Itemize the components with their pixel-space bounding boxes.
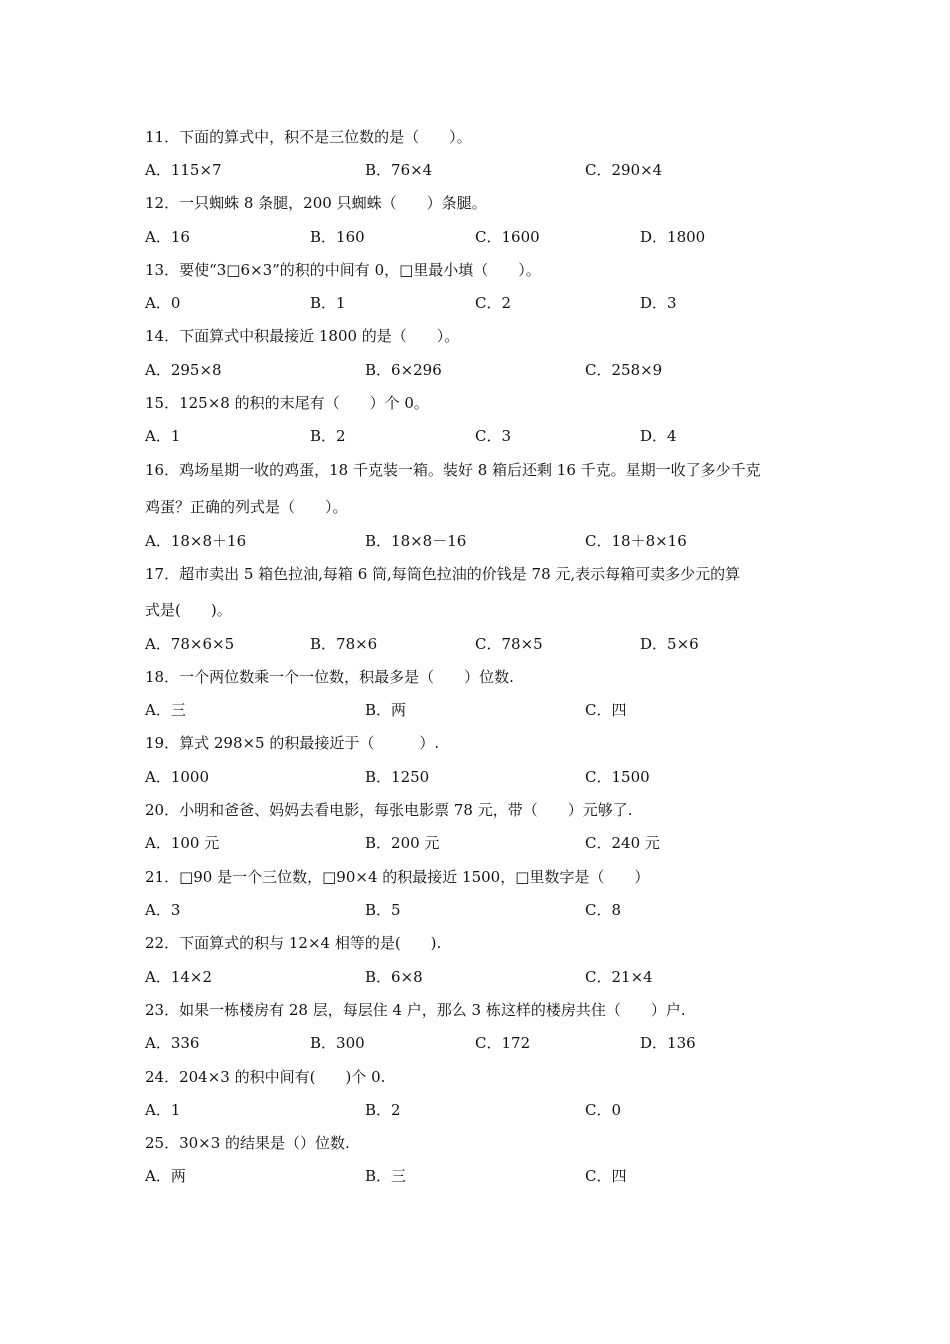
option-a: A．三 bbox=[145, 701, 186, 719]
question-18-stem: 18．一个两位数乘一个一位数，积最多是（ ）位数. bbox=[145, 668, 514, 686]
option-a: A．295×8 bbox=[145, 361, 222, 379]
option-a: A．两 bbox=[145, 1167, 186, 1185]
option-a: A．3 bbox=[145, 901, 181, 919]
question-16-options bbox=[145, 531, 845, 551]
option-c: C．18＋8×16 bbox=[585, 532, 687, 550]
option-b: B．300 bbox=[310, 1034, 365, 1052]
option-b: B．5 bbox=[365, 901, 401, 919]
option-b: B．6×296 bbox=[365, 361, 442, 379]
option-b: B．1 bbox=[310, 294, 346, 312]
question-16-stem: 16．鸡场星期一收的鸡蛋，18 千克装一箱。装好 8 箱后还剩 16 千克。星期一收了多少千克 bbox=[145, 461, 761, 479]
option-b: B．2 bbox=[310, 427, 346, 445]
question-18-options bbox=[145, 700, 845, 720]
option-b: B．2 bbox=[365, 1101, 401, 1119]
question-25-options bbox=[145, 1166, 845, 1186]
question-22-stem: 22．下面算式的积与 12×4 相等的是( ). bbox=[145, 934, 442, 952]
option-a: A．1 bbox=[145, 1101, 181, 1119]
question-19-stem: 19．算式 298×5 的积最接近于（ ）. bbox=[145, 734, 440, 752]
option-c: C．8 bbox=[585, 901, 622, 919]
question-15-options bbox=[145, 426, 845, 446]
option-a: A．78×6×5 bbox=[145, 635, 235, 653]
option-b: B．18×8－16 bbox=[365, 532, 467, 550]
option-d: D．3 bbox=[640, 294, 677, 312]
option-a: A．1000 bbox=[145, 768, 210, 786]
option-c: C．四 bbox=[585, 1167, 627, 1185]
option-c: C．172 bbox=[475, 1034, 531, 1052]
question-17-options bbox=[145, 634, 845, 654]
option-b: B．两 bbox=[365, 701, 407, 719]
question-14-options bbox=[145, 360, 845, 380]
question-25-stem: 25．30×3 的结果是（）位数. bbox=[145, 1134, 350, 1152]
option-c: C．78×5 bbox=[475, 635, 543, 653]
question-24-options bbox=[145, 1100, 845, 1120]
option-c: C．258×9 bbox=[585, 361, 663, 379]
option-d: D．5×6 bbox=[640, 635, 699, 653]
option-a: A．16 bbox=[145, 228, 190, 246]
question-13-options bbox=[145, 293, 845, 313]
option-a: A．1 bbox=[145, 427, 181, 445]
question-11-stem: 11．下面的算式中，积不是三位数的是（ ）。 bbox=[145, 128, 472, 146]
option-c: C．21×4 bbox=[585, 968, 653, 986]
question-17-stem: 17．超市卖出 5 箱色拉油,每箱 6 筒,每筒色拉油的价钱是 78 元,表示每箱可卖多少元的算 bbox=[145, 565, 741, 583]
option-b: B．200 元 bbox=[365, 834, 440, 852]
option-b: B．78×6 bbox=[310, 635, 378, 653]
option-a: A．14×2 bbox=[145, 968, 213, 986]
question-12-stem: 12．一只蜘蛛 8 条腿，200 只蜘蛛（ ）条腿。 bbox=[145, 194, 487, 212]
option-c: C．2 bbox=[475, 294, 512, 312]
option-a: A．336 bbox=[145, 1034, 200, 1052]
question-20-options bbox=[145, 833, 845, 853]
option-b: B．6×8 bbox=[365, 968, 423, 986]
question-12-options bbox=[145, 227, 845, 247]
option-b: B．1250 bbox=[365, 768, 430, 786]
option-c: C．0 bbox=[585, 1101, 622, 1119]
option-a: A．0 bbox=[145, 294, 181, 312]
option-a: A．115×7 bbox=[145, 161, 222, 179]
option-c: C．240 元 bbox=[585, 834, 660, 852]
question-16-stem-cont: 鸡蛋？正确的列式是（ ）。 bbox=[145, 498, 348, 516]
option-c: C．3 bbox=[475, 427, 512, 445]
question-23-options bbox=[145, 1033, 845, 1053]
question-23-stem: 23．如果一栋楼房有 28 层，每层住 4 户，那么 3 栋这样的楼房共住（ ）户. bbox=[145, 1001, 686, 1019]
option-d: D．4 bbox=[640, 427, 677, 445]
question-19-options bbox=[145, 767, 845, 787]
option-a: A．18×8＋16 bbox=[145, 532, 247, 550]
question-21-stem: 21．□90 是一个三位数，□90×4 的积最接近 1500，□里数字是（ ） bbox=[145, 868, 650, 886]
question-24-stem: 24．204×3 的积中间有( )个 0. bbox=[145, 1068, 386, 1086]
option-b: B．160 bbox=[310, 228, 365, 246]
question-15-stem: 15．125×8 的积的末尾有（ ）个 0。 bbox=[145, 394, 429, 412]
question-20-stem: 20．小明和爸爸、妈妈去看电影，每张电影票 78 元，带（ ）元够了. bbox=[145, 801, 633, 819]
question-22-options bbox=[145, 967, 845, 987]
option-d: D．136 bbox=[640, 1034, 696, 1052]
option-d: D．1800 bbox=[640, 228, 706, 246]
question-17-stem-cont: 式是( )。 bbox=[145, 601, 232, 619]
option-c: C．1600 bbox=[475, 228, 540, 246]
option-b: B．76×4 bbox=[365, 161, 433, 179]
option-c: C．290×4 bbox=[585, 161, 663, 179]
question-21-options bbox=[145, 900, 845, 920]
option-b: B．三 bbox=[365, 1167, 407, 1185]
question-13-stem: 13．要使“3□6×3”的积的中间有 0，□里最小填（ ）。 bbox=[145, 261, 541, 279]
option-c: C．1500 bbox=[585, 768, 650, 786]
option-a: A．100 元 bbox=[145, 834, 220, 852]
question-14-stem: 14．下面算式中积最接近 1800 的是（ ）。 bbox=[145, 327, 460, 345]
question-11-options bbox=[145, 160, 845, 180]
option-c: C．四 bbox=[585, 701, 627, 719]
